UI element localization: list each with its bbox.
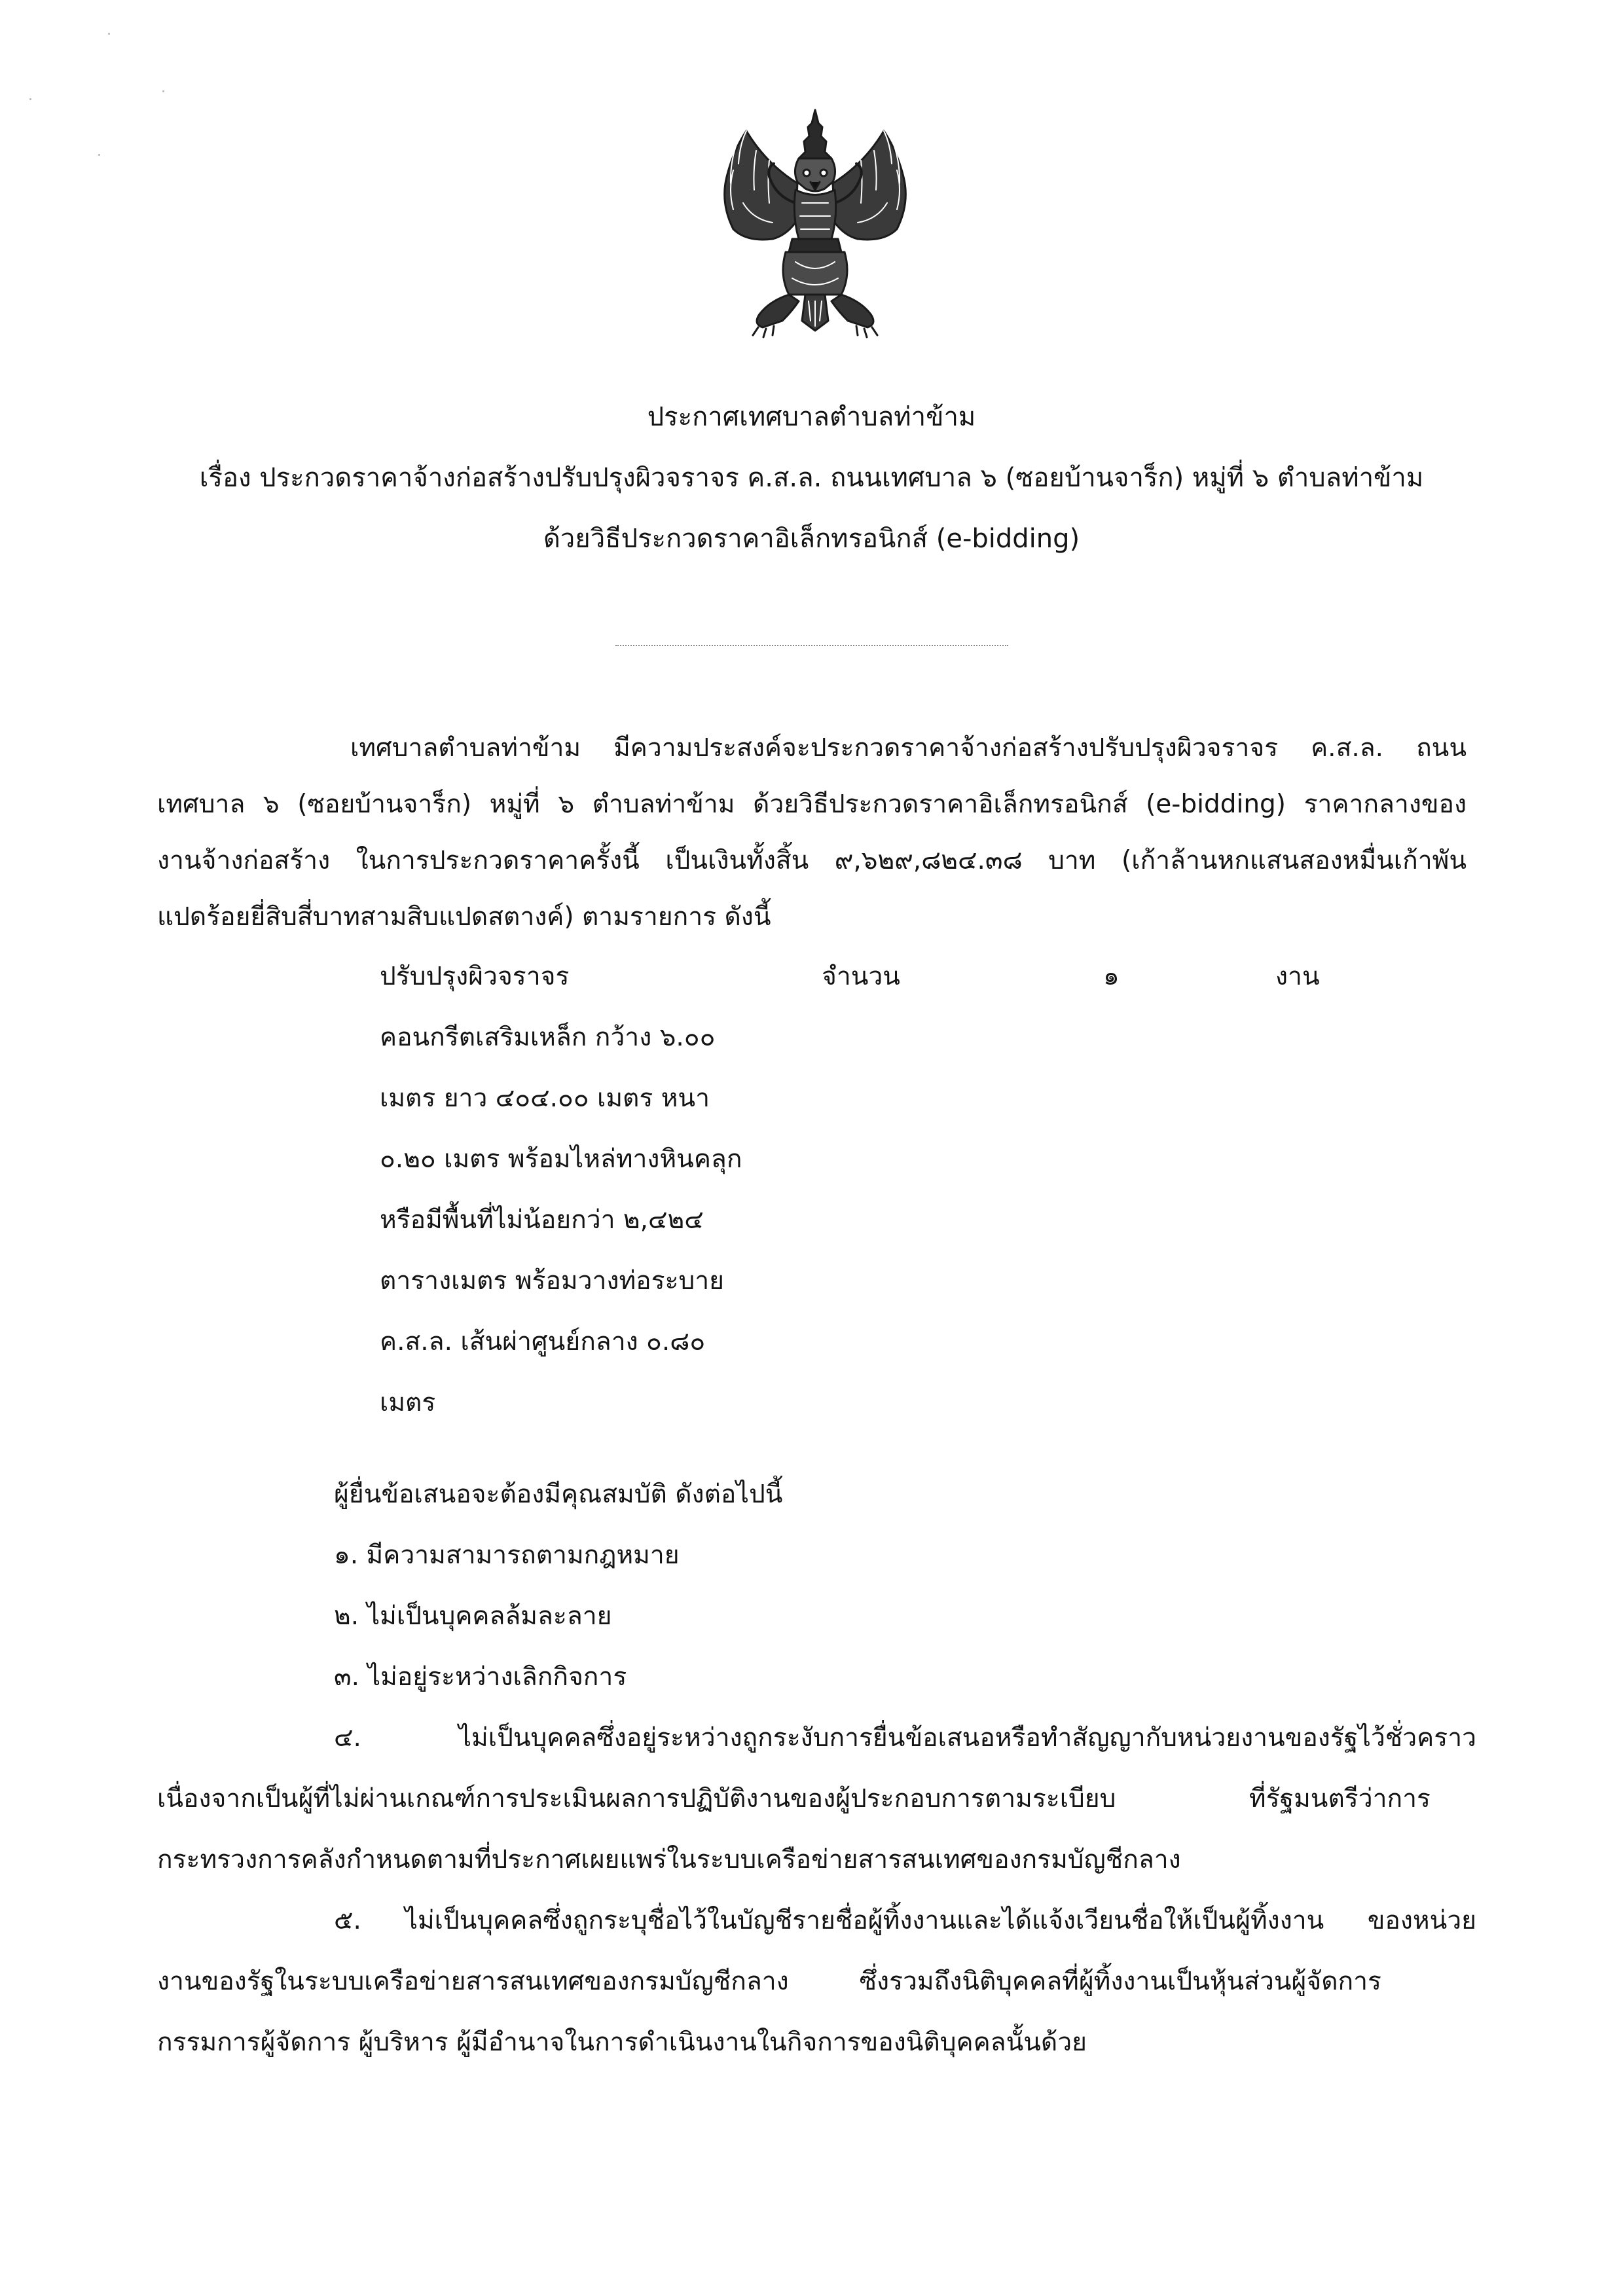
qualification-4-line: ๔. ไม่เป็นบุคคลซึ่งอยู่ระหว่างถูกระงับการยื่นข้อเสนอหรือทำสัญญากับหน่วยงานของรัฐไว้ชั่วคราว [334, 1723, 1476, 1753]
qualification-1: ๑. มีความสามารถตามกฎหมาย [334, 1540, 680, 1570]
qualification-5-line: กรรมการผู้จัดการ ผู้บริหาร ผู้มีอำนาจในการดำเนินงานในกิจการของนิติบุคคลนั้นด้วย [157, 2028, 1087, 2057]
intro-line-2: เทศบาล ๖ (ซอยบ้านจาร็ก) หมู่ที่ ๖ ตำบลท่าข้าม ด้วยวิธีประกวดราคาอิเล็กทรอนิกส์ (e-bidding) ราคากลางของ [157, 790, 1467, 819]
announcement-method: ด้วยวิธีประกวดราคาอิเล็กทรอนิกส์ (e-bidding) [543, 524, 1080, 554]
qualification-4-line: กระทรวงการคลังกำหนดตามที่ประกาศเผยแพร่ในระบบเครือข่ายสารสนเทศของกรมบัญชีกลาง [157, 1845, 1181, 1874]
qualification-2: ๒. ไม่เป็นบุคคลล้มละลาย [334, 1601, 612, 1631]
qualifications-heading: ผู้ยื่นข้อเสนอจะต้องมีคุณสมบัติ ดังต่อไปนี้ [334, 1480, 783, 1509]
garuda-emblem-icon [707, 105, 923, 340]
qualification-5-line: ๕. ไม่เป็นบุคคลซึ่งถูกระบุชื่อไว้ในบัญชีรายชื่อผู้ทิ้งงานและได้แจ้งเวียนชื่อให้เป็นผู้ทิ้งงาน ของหน่วย [334, 1906, 1476, 1935]
item-line: คอนกรีตเสริมเหล็ก กว้าง ๖.๐๐ [380, 1023, 716, 1052]
item-qty-label: จำนวน [822, 962, 900, 991]
title-divider [615, 645, 1008, 646]
scan-speck [98, 154, 100, 156]
item-line: ๐.๒๐ เมตร พร้อมไหล่ทางหินคลุก [380, 1144, 742, 1174]
item-line: หรือมีพื้นที่ไม่น้อยกว่า ๒,๔๒๔ [380, 1205, 704, 1235]
announcement-subject: เรื่อง ประกวดราคาจ้างก่อสร้างปรับปรุงผิวจราจร ค.ส.ล. ถนนเทศบาล ๖ (ซอยบ้านจาร็ก) หมู่ที่ ๖ ตำบลท่าข้าม [199, 463, 1424, 493]
item-qty-value: ๑ [1103, 962, 1120, 991]
item-unit: งาน [1275, 962, 1320, 991]
qualification-5-line: งานของรัฐในระบบเครือข่ายสารสนเทศของกรมบัญชีกลาง ซึ่งรวมถึงนิติบุคคลที่ผู้ทิ้งงานเป็นหุ้นส่วนผู้จัดการ [157, 1967, 1381, 1996]
item-line: ค.ส.ล. เส้นผ่าศูนย์กลาง ๐.๘๐ [380, 1327, 706, 1357]
intro-line-3: งานจ้างก่อสร้าง ในการประกวดราคาครั้งนี้ เป็นเงินทั้งสิ้น ๙,๖๒๙,๘๒๔.๓๘ บาท (เก้าล้านหกแสนสองหมื่นเก้าพัน [157, 846, 1467, 875]
scan-speck [108, 33, 110, 35]
qualification-3: ๓. ไม่อยู่ระหว่างเลิกกิจการ [334, 1662, 627, 1692]
item-line: เมตร ยาว ๔๐๔.๐๐ เมตร หนา [380, 1084, 710, 1113]
announcement-title: ประกาศเทศบาลตำบลท่าข้าม [647, 402, 976, 432]
intro-line-1: เทศบาลตำบลท่าข้าม มีความประสงค์จะประกวดราคาจ้างก่อสร้างปรับปรุงผิวจราจร ค.ส.ล. ถนน [350, 733, 1467, 763]
item-line: ปรับปรุงผิวจราจร [380, 962, 570, 991]
item-line: เมตร [380, 1388, 436, 1417]
qualification-4-line: เนื่องจากเป็นผู้ที่ไม่ผ่านเกณฑ์การประเมินผลการปฏิบัติงานของผู้ประกอบการตามระเบียบ ที่รัฐมนตรีว่าการ [157, 1784, 1431, 1813]
scan-speck [162, 90, 164, 92]
item-line: ตารางเมตร พร้อมวางท่อระบาย [380, 1266, 724, 1296]
scan-speck [29, 98, 31, 100]
intro-line-4: แปดร้อยยี่สิบสี่บาทสามสิบแปดสตางค์) ตามรายการ ดังนี้ [157, 902, 771, 932]
